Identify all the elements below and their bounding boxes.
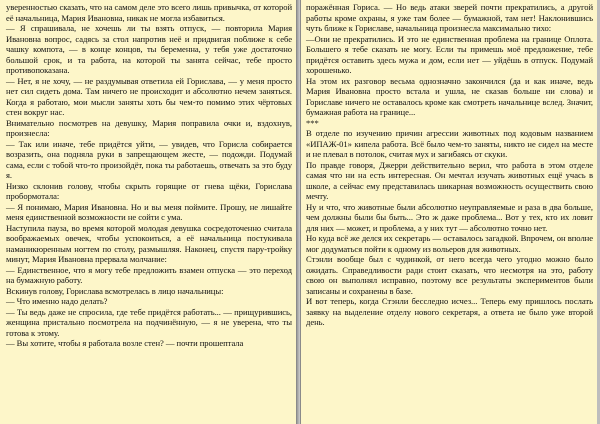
paragraph: Низко склонив голову, чтобы скрыть горящие от гнева щёки, Горислава пробормотала:: [6, 180, 292, 201]
section-separator: ***: [306, 117, 319, 128]
paragraph: — Нет, я не хочу, — не раздумывая ответила ей Гориславa, — у меня просто нет сил сидеть дома. Там ничего не происходит и абсолютно нечем заняться. Когда я работаю, мои мысли заняты хоть бы чем-то помимо этих чёртовых стен вокруг нас.: [6, 75, 292, 117]
paragraph: Наступила пауза, во время которой молодая девушка сосредоточенно считала воображаемых овечек, чтобы успокоиться, а её начальница постукивала наманикюренным ногтем по столу, размышляя. Наконец, спустя пару-тройку минут, Мария Ивановна прервала молчание:: [6, 222, 292, 264]
paragraph: — Что именно надо делать?: [6, 296, 108, 306]
paragraph: — Я понимаю, Мария Ивановна. Но и вы меня поймите. Прошу, не лишайте меня единственной возможности не сойти с ума.: [6, 201, 292, 222]
paragraph: — Я спрашивала, не хочешь ли ты взять отпуск, — повторила Мария Ивановна вопрос, садясь за стол напротив неё и придвигая поближе к себе чашку компота, — в конце концов, ты беременна, у тебя уже достаточно большой срок, и та работа, на которой ты занята сейчас, тебе просто противопоказана.: [6, 23, 292, 75]
left-page: [0, 0, 297, 424]
paragraph: Вскинув голову, Горислава всмотрелась в лицо начальницы:: [6, 285, 224, 296]
paragraph: — Так или иначе, тебе придётся уйти, — увидев, что Горисла собирается возразить, она подняла руки в запрещающем жесте, — подожди. Подумай сама, если с тобой что-то произойдёт, пока ты работаешь, отвечать за это буду я.: [6, 138, 292, 180]
right-page: [300, 0, 597, 424]
paragraph: Внимательно посмотрев на девушку, Мария поправила очки и, вздохнув, произнесла:: [6, 117, 292, 138]
paragraph: Стэнли вообще был с чудинкой, от него всегда чего угодно можно было ожидать. Справедливости ради стоит сказать, что несмотря на это, работу свою он выполнял исправно, поэтому все результаты экспериментов были записаны и сохранены в базе.: [306, 254, 593, 296]
paragraph: —Они не прекратились. И это не единственная проблема на границе Оплота. Большего я тебе сказать не могу. Если ты примешь моё предложение, тебе придётся оставить здесь мужа и дом, если нет — уйдёшь в отпуск. Подумай хорошенько.: [306, 33, 593, 75]
paragraph: — Единственное, что я могу тебе предложить взамен отпуска — это переход на бумажную работу.: [6, 264, 292, 285]
paragraph: По правде говоря, Джерри действительно верил, что работа в этом отделе самая что ни на есть интересная. Он мечтал изучать животных ещё учась в школе, а сейчас ему представилась шикарная возможность осуществить свою мечту.: [306, 159, 593, 201]
paragraph: И вот теперь, когда Стэнли бесследно исчез... Теперь ему пришлось послать заявку на выделение отделу нового секретаря, а ответа не было уже второй день.: [306, 296, 593, 327]
paragraph: На этом их разговор весьма однозначно закончился (да и как иначе, ведь Мария Ивановна просто встала и ушла, не сказав больше ни слова) и Гориславе ничего не оставалось кроме как смотреть начальнице вслед. Значит, бумажная работа на границе...: [306, 75, 593, 117]
paragraph: поражённая Гориса. — Но ведь атаки зверей почти прекратились, а другой работы кроме охраны, я уже там более — бумажной, там нет! Наклонившись чуть ближе к Гориславе, начальница произнесла максимально тихо:: [306, 2, 593, 33]
paragraph: Ну и что, что животные были абсолютно неуправляемые и раза в два больше, чем должны были бы быть... Это ж даже проблема... Вот у тех, кто их ловит для них — может, и проблема, а у них тут — абсолютно точно нет.: [306, 201, 593, 233]
paragraph: В отделе по изучению причин агрессии животных под кодовым названием «ИПАЖ-01» кипела работа. Всё было чем-то заняты, никто не сидел на месте и не плевал в потолок, считая мух и загибаясь от скуки.: [306, 128, 593, 159]
paragraph: уверенностью сказать, что на самом деле это всего лишь привычка, от которой её начальница, Мария Ивановна, никак не могла избавиться.: [6, 2, 292, 23]
paragraph: — Ты ведь даже не спросила, где тебе придётся работать... — прищурившись, женщина пристально посмотрела на подчинённую, — я не уверена, что ты готова к этому.: [6, 306, 292, 338]
paragraph: — Вы хотите, чтобы я работала возле стен? — почти прошептала: [6, 338, 244, 348]
paragraph: Но куда всё же делся их секретарь — оставалось загадкой. Впрочем, он вполне мог додуматься пойти к одному из вольеров для животных.: [306, 233, 593, 254]
